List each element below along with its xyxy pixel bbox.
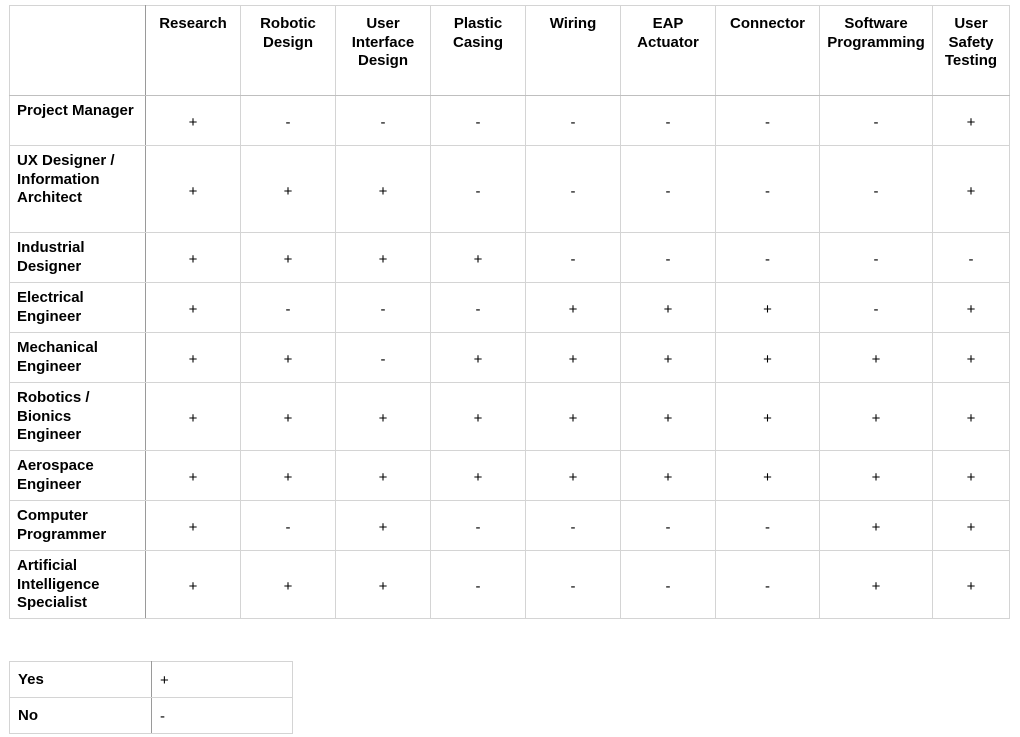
legend-table [9, 661, 293, 734]
matrix-cell: - [621, 551, 716, 619]
matrix-cell: + [820, 501, 933, 551]
skills-matrix-table [9, 5, 1010, 619]
matrix-cell: + [716, 333, 820, 383]
column-header-plastic-casing: Plastic Casing [431, 6, 526, 96]
matrix-cell: + [146, 146, 241, 233]
column-header-wiring: Wiring [526, 6, 621, 96]
table-row [10, 551, 1010, 619]
matrix-cell: + [431, 333, 526, 383]
row-header-role: Mechanical Engineer [10, 333, 146, 383]
matrix-cell: + [716, 383, 820, 451]
legend-label-no: No [10, 698, 152, 734]
matrix-cell: - [820, 283, 933, 333]
matrix-cell: + [933, 451, 1010, 501]
matrix-body [10, 96, 1010, 619]
matrix-cell: + [621, 283, 716, 333]
matrix-cell: + [621, 333, 716, 383]
matrix-cell: + [241, 333, 336, 383]
column-header-user-safety-testing: User Safety Testing [933, 6, 1010, 96]
row-header-role: Project Manager [10, 96, 146, 146]
matrix-cell: - [431, 96, 526, 146]
row-header-role: Industrial Designer [10, 233, 146, 283]
row-header-role: UX Designer / Information Architect [10, 146, 146, 233]
matrix-cell: + [146, 451, 241, 501]
table-row [10, 333, 1010, 383]
row-header-role: Robotics / Bionics Engineer [10, 383, 146, 451]
matrix-cell: + [146, 333, 241, 383]
column-header-research: Research [146, 6, 241, 96]
matrix-cell: + [820, 333, 933, 383]
matrix-cell: - [621, 233, 716, 283]
matrix-cell: + [431, 233, 526, 283]
row-header-role: Aerospace Engineer [10, 451, 146, 501]
matrix-cell: - [526, 501, 621, 551]
matrix-cell: - [716, 551, 820, 619]
table-row [10, 383, 1010, 451]
matrix-cell: + [820, 551, 933, 619]
matrix-cell: - [716, 146, 820, 233]
matrix-cell: - [621, 501, 716, 551]
row-header-role: Electrical Engineer [10, 283, 146, 333]
matrix-cell: + [933, 501, 1010, 551]
matrix-cell: + [241, 146, 336, 233]
column-header-user-interface-design: User Interface Design [336, 6, 431, 96]
matrix-cell: - [933, 233, 1010, 283]
table-row [10, 283, 1010, 333]
matrix-cell: + [146, 383, 241, 451]
matrix-cell: - [621, 146, 716, 233]
matrix-cell: + [526, 333, 621, 383]
matrix-cell: - [526, 96, 621, 146]
matrix-cell: - [621, 96, 716, 146]
matrix-cell: + [526, 283, 621, 333]
matrix-cell: + [621, 383, 716, 451]
matrix-cell: + [336, 551, 431, 619]
matrix-cell: + [933, 551, 1010, 619]
matrix-cell: + [716, 451, 820, 501]
table-row [10, 233, 1010, 283]
matrix-cell: + [820, 451, 933, 501]
matrix-cell: + [336, 501, 431, 551]
matrix-cell: + [933, 383, 1010, 451]
matrix-cell: - [716, 501, 820, 551]
column-header-software-programming: Software Programming [820, 6, 933, 96]
matrix-cell: + [146, 233, 241, 283]
matrix-cell: + [526, 383, 621, 451]
matrix-cell: - [431, 146, 526, 233]
matrix-cell: + [146, 551, 241, 619]
legend-row-no [10, 698, 293, 734]
matrix-cell: + [621, 451, 716, 501]
row-header-role: Computer Programmer [10, 501, 146, 551]
column-header-eap-actuator: EAP Actuator [621, 6, 716, 96]
matrix-cell: + [933, 283, 1010, 333]
matrix-cell: + [933, 146, 1010, 233]
matrix-cell: + [431, 451, 526, 501]
matrix-cell: - [820, 96, 933, 146]
legend-symbol-yes: + [152, 662, 293, 698]
matrix-cell: + [336, 146, 431, 233]
row-header-role: Artificial Intelligence Specialist [10, 551, 146, 619]
table-row [10, 146, 1010, 233]
matrix-cell: - [526, 233, 621, 283]
matrix-cell: - [336, 333, 431, 383]
matrix-cell: + [241, 551, 336, 619]
matrix-cell: + [336, 451, 431, 501]
matrix-cell: - [336, 96, 431, 146]
matrix-cell: - [820, 146, 933, 233]
matrix-cell: + [933, 333, 1010, 383]
matrix-cell: - [716, 96, 820, 146]
matrix-cell: + [336, 383, 431, 451]
corner-cell [10, 6, 146, 96]
matrix-cell: + [526, 451, 621, 501]
legend-symbol-no: - [152, 698, 293, 734]
legend-label-yes: Yes [10, 662, 152, 698]
matrix-cell: + [241, 383, 336, 451]
matrix-cell: - [431, 501, 526, 551]
matrix-cell: + [241, 451, 336, 501]
table-row [10, 501, 1010, 551]
matrix-cell: - [820, 233, 933, 283]
header-row [10, 6, 1010, 96]
column-header-robotic-design: Robotic Design [241, 6, 336, 96]
matrix-cell: - [241, 96, 336, 146]
matrix-cell: + [241, 233, 336, 283]
matrix-cell: - [716, 233, 820, 283]
table-row [10, 451, 1010, 501]
matrix-cell: + [336, 233, 431, 283]
legend-row-yes [10, 662, 293, 698]
matrix-cell: + [820, 383, 933, 451]
matrix-cell: + [146, 283, 241, 333]
matrix-cell: - [336, 283, 431, 333]
matrix-cell: - [431, 551, 526, 619]
matrix-cell: + [431, 383, 526, 451]
table-row [10, 96, 1010, 146]
matrix-cell: - [241, 283, 336, 333]
matrix-cell: - [431, 283, 526, 333]
matrix-cell: + [933, 96, 1010, 146]
matrix-cell: - [241, 501, 336, 551]
matrix-cell: + [716, 283, 820, 333]
column-header-connector: Connector [716, 6, 820, 96]
matrix-cell: + [146, 501, 241, 551]
matrix-cell: - [526, 551, 621, 619]
matrix-cell: - [526, 146, 621, 233]
matrix-cell: + [146, 96, 241, 146]
